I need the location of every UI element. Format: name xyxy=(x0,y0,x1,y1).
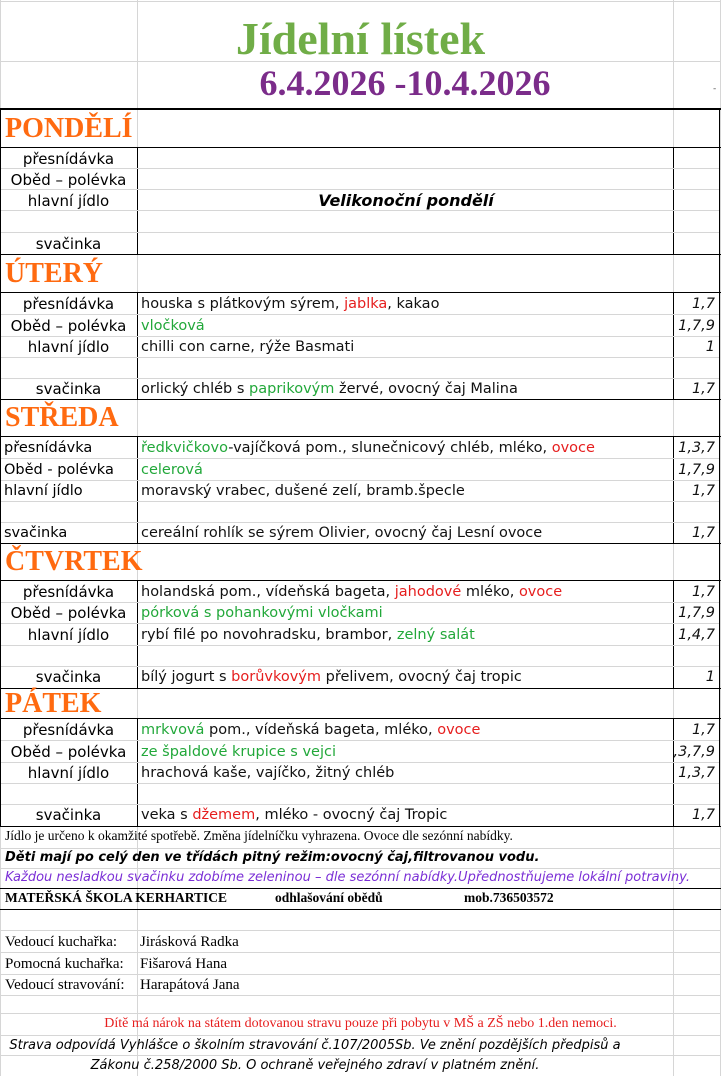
gridline xyxy=(1,501,719,502)
label-snack-afternoon: svačinka xyxy=(35,235,102,253)
note-drinking: Děti mají po celý den ve třídách pitný režim:ovocný čaj,filtrovanou vodu. xyxy=(5,850,540,865)
meal-friday-soup: ze špaldové krupice s vejci xyxy=(141,744,336,760)
meal-tuesday-afternoon xyxy=(141,379,518,399)
label-main-dish: hlavní jídlo xyxy=(27,338,110,356)
gridline xyxy=(0,930,721,931)
meal-text: holandská pom., vídeňská bageta, xyxy=(141,584,395,600)
lunch-cancel-label: odhlašování obědů xyxy=(275,890,383,905)
meal-text: žervé, ovocný čaj Malina xyxy=(334,381,518,397)
law-note-1: Strava odpovídá Vyhlášce o školním stravování č.107/2005Sb. Ve znění pozdějších předpisů a xyxy=(9,1038,621,1053)
day-heading-monday: PONDĚLÍ xyxy=(5,113,133,144)
meal-thursday-main xyxy=(141,625,475,645)
label-lunch-soup: Oběd – polévka xyxy=(10,171,127,189)
label-main-dish: hlavní jídlo xyxy=(4,483,83,499)
day-heading-thursday: ČTVRTEK xyxy=(5,546,143,577)
allergens: 1,7,9 xyxy=(678,318,715,334)
school-name: MATEŘSKÁ ŠKOLA KERHARTICE xyxy=(5,890,228,905)
note-vegetables: Každou nesladkou svačinku zdobíme zeleninou – dle sezónní nabídky.Upřednostňujeme lokální potraviny. xyxy=(5,870,690,885)
border-line xyxy=(137,147,138,255)
meal-highlight: borůvkovým xyxy=(231,669,322,685)
meal-text: přelivem, ovocný čaj tropic xyxy=(321,669,522,685)
meal-text: pom., vídeňská bageta, mléko, xyxy=(204,722,438,738)
allergens: 1,7,9 xyxy=(678,605,715,621)
allergens: 1,7 xyxy=(691,483,715,499)
meal-highlight: jablka xyxy=(344,296,388,312)
label-lunch-soup: Oběd – polévka xyxy=(10,604,127,622)
meal-text: orlický chléb s xyxy=(141,381,250,397)
meal-text: mléko, xyxy=(461,584,519,600)
gridline xyxy=(1,783,719,784)
meal-friday-main: hrachová kaše, vajíčko, žitný chléb xyxy=(141,765,395,781)
allergens: 1,3,7 xyxy=(678,440,715,456)
border-line xyxy=(0,292,721,293)
label-snack-morning: přesnídávka xyxy=(22,583,115,601)
label-snack-morning: přesnídávka xyxy=(22,150,115,168)
meal-wednesday-main: moravský vrabec, dušené zelí, bramb.špecle xyxy=(141,483,465,499)
gridline xyxy=(1,740,719,741)
staff-name: Harapátová Jana xyxy=(140,977,240,993)
staff-role: Vedoucí kuchařka: xyxy=(5,934,118,950)
label-lunch-soup: Oběd - polévka xyxy=(4,462,114,478)
meal-highlight: paprikovým xyxy=(249,381,335,397)
allergens: 1 xyxy=(705,669,715,685)
allergens: 1,7 xyxy=(691,381,715,397)
staff-name: Jirásková Radka xyxy=(140,934,239,950)
gridline xyxy=(0,1,721,2)
meal-highlight: džemem xyxy=(192,807,256,823)
border-line xyxy=(673,147,674,255)
allergens: 1,3,7 xyxy=(678,765,715,781)
gridline xyxy=(0,952,721,953)
gridline xyxy=(1,623,719,624)
meal-highlight: ovoce xyxy=(551,440,595,456)
meal-text: veka s xyxy=(141,807,193,823)
gridline xyxy=(0,995,721,996)
label-lunch-soup: Oběd – polévka xyxy=(10,743,127,761)
meal-text: houska s plátkovým sýrem, xyxy=(141,296,345,312)
border-line xyxy=(137,718,138,826)
allergens: 1,7 xyxy=(691,722,715,738)
label-main-dish: hlavní jídlo xyxy=(27,626,110,644)
meal-text: rybí filé po novohradsku, brambor, xyxy=(141,627,397,643)
allergens: 1 xyxy=(705,339,715,355)
border-line xyxy=(0,909,721,910)
meal-text: , mléko - ovocný čaj Tropic xyxy=(255,807,448,823)
meal-highlight: mrkvová xyxy=(141,722,205,738)
border-line xyxy=(0,110,1,826)
gridline xyxy=(1,458,719,459)
border-line xyxy=(137,292,138,399)
meal-highlight: jahodové xyxy=(394,584,462,600)
meal-highlight: ovoce xyxy=(437,722,481,738)
border-line xyxy=(0,254,721,255)
label-snack-afternoon: svačinka xyxy=(4,525,68,541)
border-line xyxy=(137,436,138,543)
corner-mark: - xyxy=(713,84,717,94)
meal-tuesday-main: chilli con carne, rýže Basmati xyxy=(141,339,355,355)
entitlement-note: Dítě má nárok na státem dotovanou stravu pouze při pobytu v MŠ a ZŠ nebo 1.den nemoci. xyxy=(104,1016,617,1031)
label-lunch-soup: Oběd – polévka xyxy=(10,317,127,335)
note-consumption: Jídlo je určeno k okamžité spotřebě. Změna jídelníčku vyhrazena. Ovoce dle sezónní nabídky. xyxy=(5,828,513,843)
meal-thursday-soup: pórková s pohankovými vločkami xyxy=(141,605,383,621)
law-note-2: Zákonu č.258/2000 Sb. O ochraně veřejného zdraví v platném znění. xyxy=(90,1058,540,1073)
border-line xyxy=(0,543,721,544)
meal-tuesday-soup: vločková xyxy=(141,318,205,334)
label-snack-afternoon: svačinka xyxy=(35,806,102,824)
meal-friday-snack xyxy=(141,720,480,740)
staff-role: Pomocná kuchařka: xyxy=(5,956,124,972)
label-main-dish: hlavní jídlo xyxy=(27,764,110,782)
meal-text: -vajíčková pom., slunečnicový chléb, mléko, xyxy=(228,440,552,456)
meal-text: bílý jogurt s xyxy=(141,669,232,685)
meal-thursday-snack xyxy=(141,582,562,602)
allergens: 1,7 xyxy=(691,525,715,541)
meal-tuesday-snack xyxy=(141,294,439,314)
label-snack-afternoon: svačinka xyxy=(35,380,102,398)
meal-friday-afternoon xyxy=(141,805,447,825)
menu-title: Jídelní lístek xyxy=(235,13,486,64)
border-line xyxy=(0,147,721,148)
meal-highlight: zelný salát xyxy=(396,627,475,643)
allergens: ,3,7,9 xyxy=(673,744,715,760)
day-heading-tuesday: ÚTERÝ xyxy=(5,258,104,289)
meal-thursday-afternoon xyxy=(141,667,522,687)
allergens: 1,7,9 xyxy=(678,462,715,478)
meal-wednesday-snack xyxy=(141,438,595,458)
day-heading-wednesday: STŘEDA xyxy=(5,402,119,433)
label-main-dish: hlavní jídlo xyxy=(27,192,110,210)
gridline xyxy=(1,645,719,646)
border-line xyxy=(0,108,721,110)
border-line xyxy=(0,688,721,689)
day-heading-friday: PÁTEK xyxy=(5,688,102,719)
border-line xyxy=(0,718,721,719)
allergens: 1,4,7 xyxy=(678,627,715,643)
menu-dates: 6.4.2026 -10.4.2026 xyxy=(259,63,551,103)
label-snack-afternoon: svačinka xyxy=(35,668,102,686)
label-snack-morning: přesnídávka xyxy=(22,721,115,739)
holiday-note: Velikonoční pondělí xyxy=(318,191,494,210)
allergens: 1,7 xyxy=(691,296,715,312)
staff-role: Vedoucí stravování: xyxy=(5,977,125,993)
gridline xyxy=(1,357,719,358)
border-line xyxy=(0,580,721,581)
meal-wednesday-soup: celerová xyxy=(141,462,203,478)
allergens: 1,7 xyxy=(691,807,715,823)
meal-highlight: ředkvičkovo xyxy=(141,440,229,456)
gridline xyxy=(1,232,719,233)
staff-name: Fišarová Hana xyxy=(140,956,228,972)
border-line xyxy=(137,580,138,688)
border-line xyxy=(0,399,721,400)
label-snack-morning: přesnídávka xyxy=(22,295,115,313)
meal-wednesday-afternoon: cereální rohlík se sýrem Olivier, ovocný čaj Lesní ovoce xyxy=(141,525,543,541)
border-line xyxy=(0,436,721,437)
gridline xyxy=(1,314,719,315)
label-snack-morning: přesnídávka xyxy=(4,440,93,456)
meal-highlight: ovoce xyxy=(518,584,563,600)
phone-number: mob.736503572 xyxy=(464,890,554,905)
allergens: 1,7 xyxy=(691,584,715,600)
border-line xyxy=(719,110,720,826)
meal-text: , kakao xyxy=(387,296,440,312)
